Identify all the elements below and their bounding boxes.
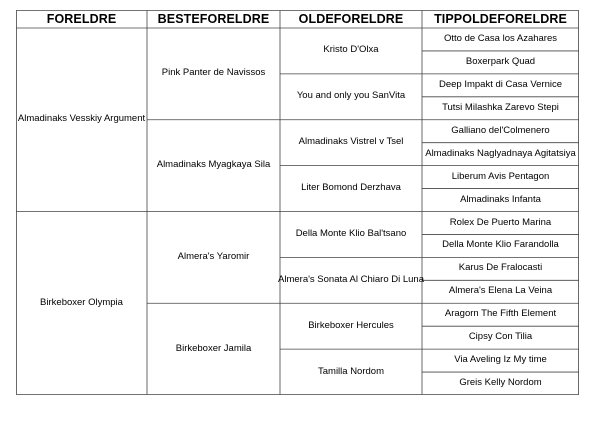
great-grandparent-cell: You and only you SanVita bbox=[296, 90, 406, 102]
great-great-grandparent-cell: Boxerpark Quad bbox=[465, 55, 536, 67]
pedigree-table bbox=[16, 10, 579, 395]
grandparent-cell: Pink Panter de Navissos bbox=[161, 67, 266, 79]
header-oldeforeldre: OLDEFORELDRE bbox=[298, 11, 404, 26]
great-great-grandparent-cell: Karus De Fralocasti bbox=[458, 262, 543, 274]
great-great-grandparent-cell: Otto de Casa los Azahares bbox=[443, 33, 557, 44]
parent-cell: Almadinaks Vesskiy Argument bbox=[17, 113, 146, 125]
great-grandparent-cell: Birkeboxer Hercules bbox=[308, 319, 394, 331]
great-great-grandparent-cell: Greis Kelly Nordom bbox=[459, 377, 542, 389]
great-grandparent-cell: Tamilla Nordom bbox=[318, 365, 384, 377]
great-great-grandparent-cell: Almadinaks Infanta bbox=[460, 193, 541, 205]
parent-cell: Birkeboxer Olympia bbox=[40, 296, 123, 308]
grandparent-cell: Birkeboxer Jamila bbox=[175, 342, 252, 354]
great-grandparent-cell: Almadinaks Vistrel v Tsel bbox=[298, 136, 404, 148]
great-great-grandparent-cell: Aragorn The Fifth Element bbox=[444, 308, 557, 320]
great-great-grandparent-cell: Liberum Avis Pentagon bbox=[451, 170, 550, 182]
great-great-grandparent-cell: Cipsy Con Tilia bbox=[468, 331, 533, 343]
great-grandparent-cell: Kristo D'Olxa bbox=[323, 44, 379, 56]
great-great-grandparent-cell: Tutsi Milashka Zarevo Stepi bbox=[442, 101, 559, 113]
great-great-grandparent-cell: Deep Impakt di Casa Vernice bbox=[438, 78, 563, 90]
great-great-grandparent-cell: Della Monte Klio Farandolla bbox=[442, 239, 559, 251]
grandparent-cell: Almera's Yaromir bbox=[177, 250, 250, 262]
great-great-grandparent-cell: Almadinaks Naglyadnaya Agitatsiya bbox=[425, 147, 576, 159]
great-grandparent-cell: Almera's Sonata Al Chiaro Di Luna bbox=[278, 273, 424, 285]
header-foreldre: FORELDRE bbox=[46, 11, 117, 26]
great-great-grandparent-cell: Via Aveling Iz My time bbox=[454, 354, 547, 366]
great-great-grandparent-cell: Almera's Elena La Veina bbox=[448, 285, 553, 297]
great-great-grandparent-cell: Rolex De Puerto Marina bbox=[449, 216, 552, 228]
header-tippoldeforeldre: TIPPOLDEFORELDRE bbox=[434, 11, 567, 26]
great-great-grandparent-cell: Galliano del'Colmenero bbox=[451, 124, 550, 136]
header-besteforeldre: BESTEFORELDRE bbox=[157, 11, 270, 26]
great-grandparent-cell: Liter Bomond Derzhava bbox=[301, 182, 401, 194]
great-grandparent-cell: Della Monte Klio Bal'tsano bbox=[295, 227, 407, 239]
grandparent-cell: Almadinaks Myagkaya Sila bbox=[156, 159, 271, 171]
